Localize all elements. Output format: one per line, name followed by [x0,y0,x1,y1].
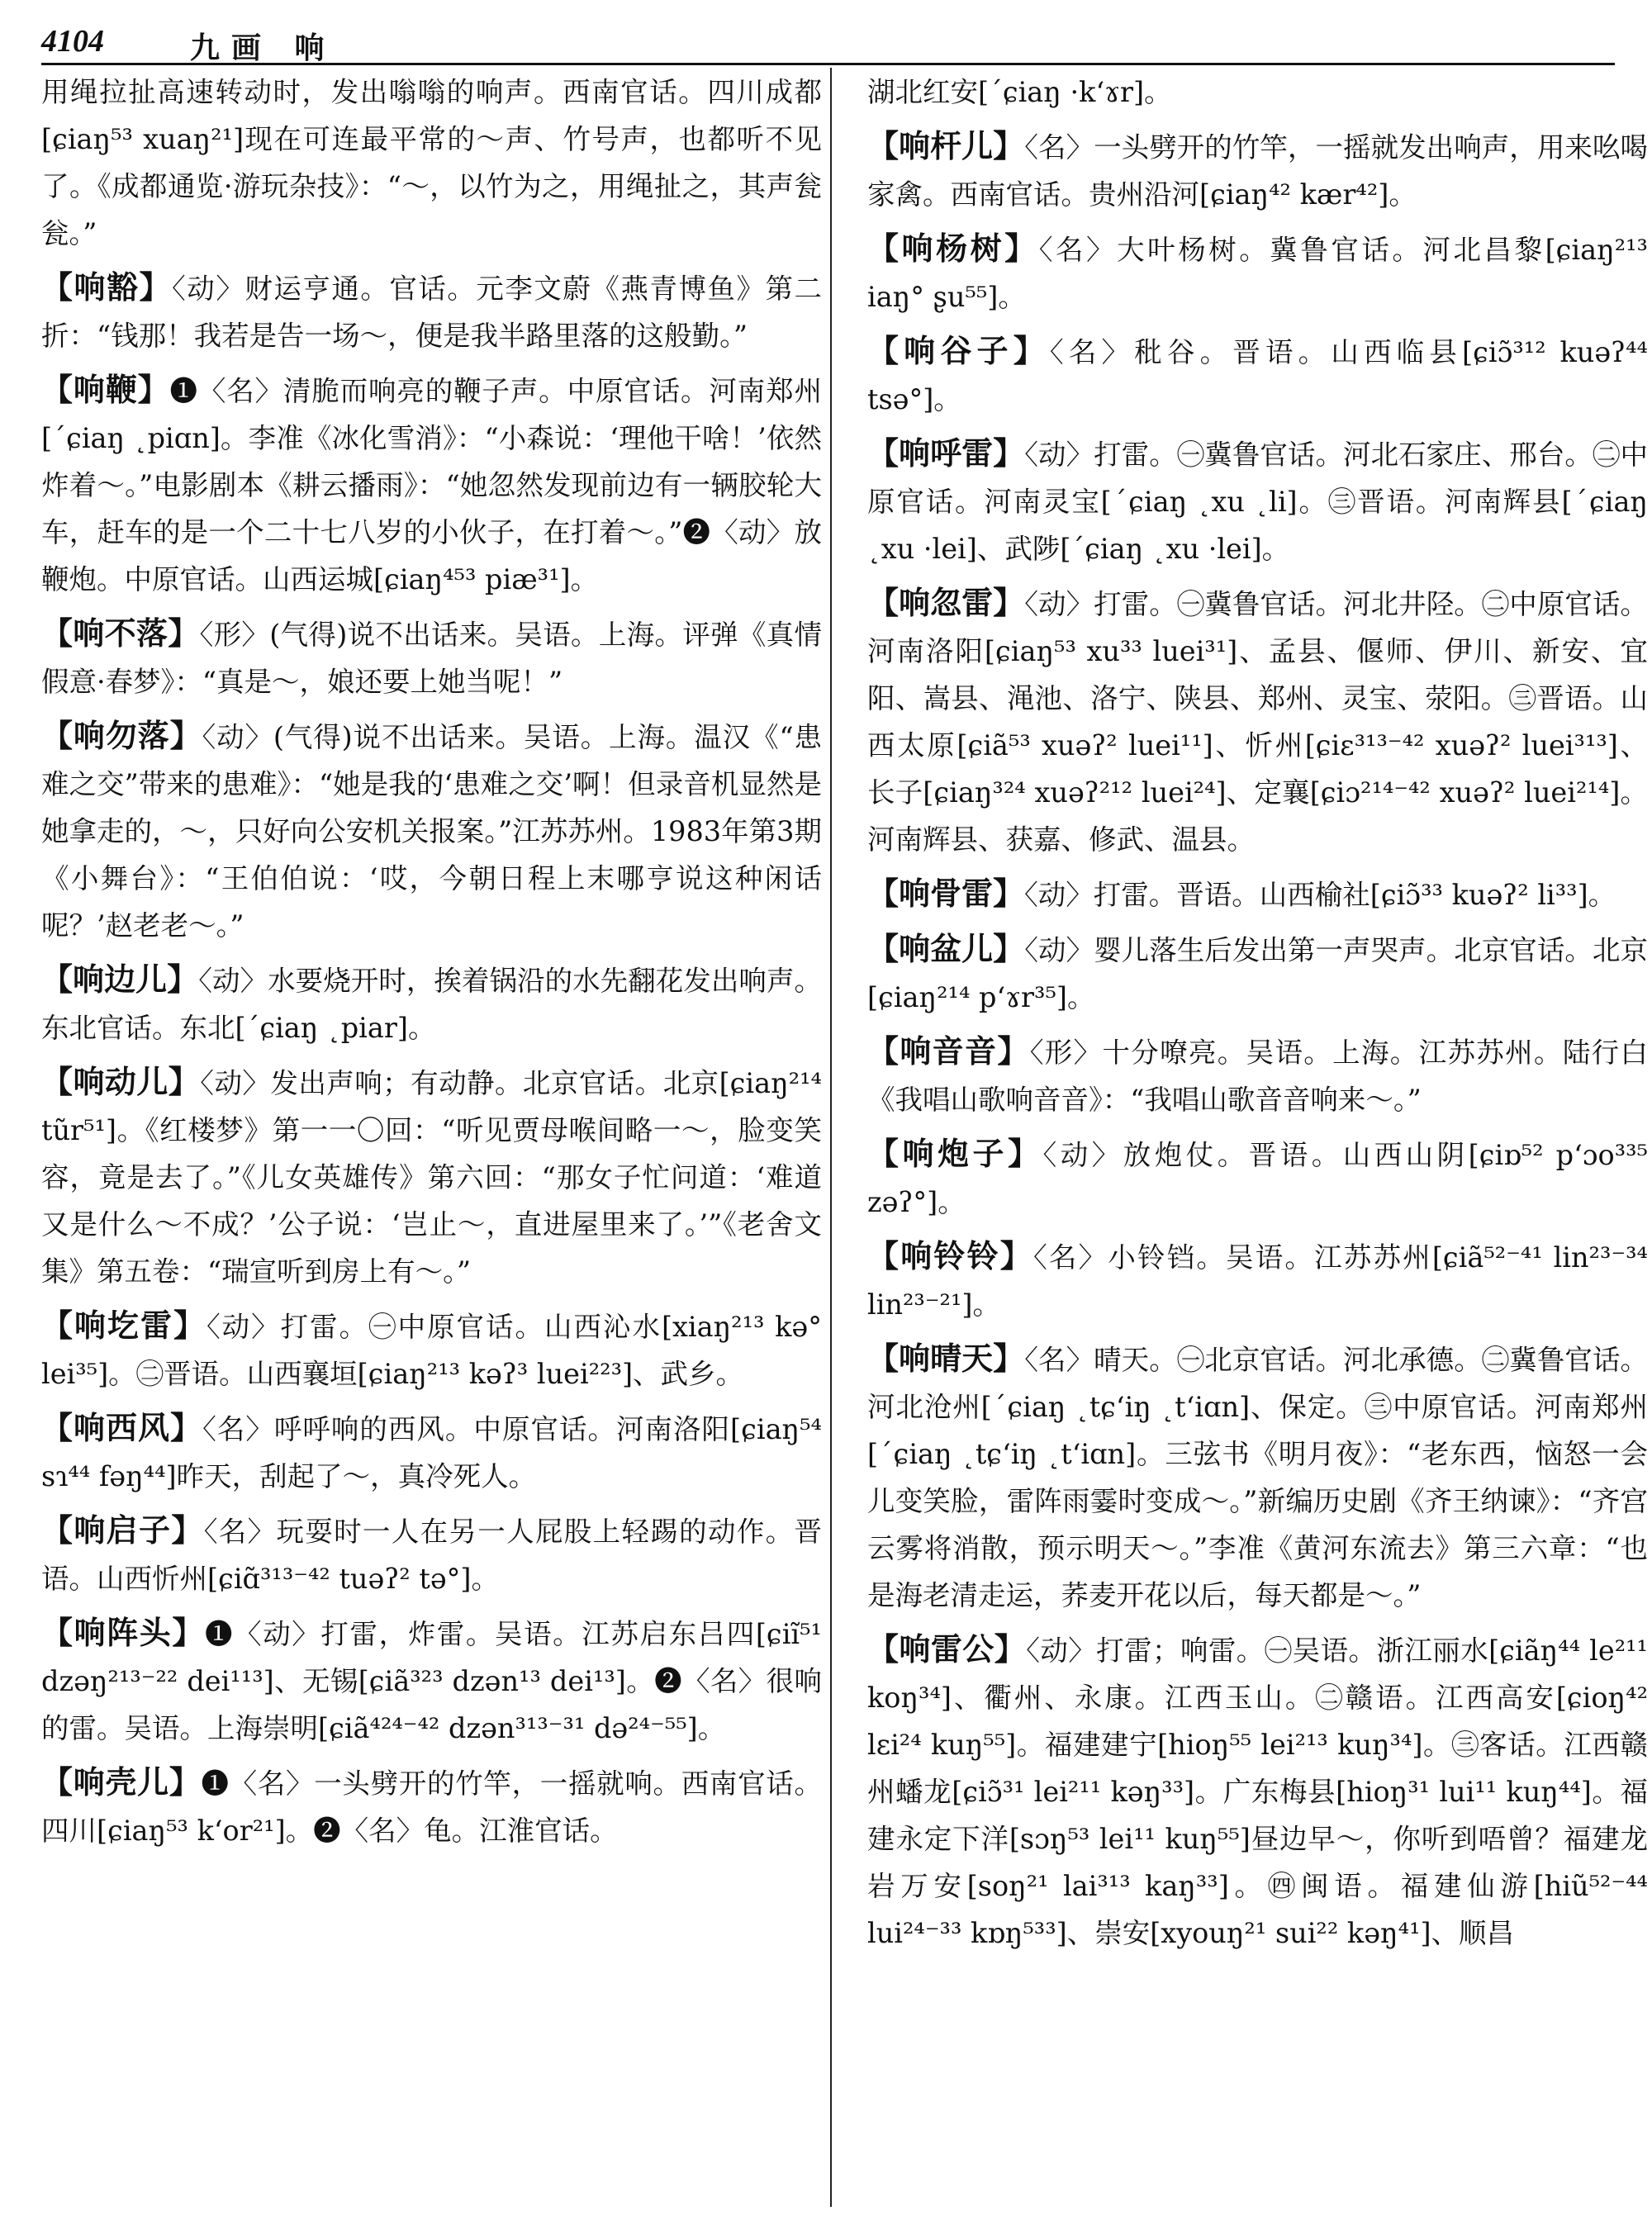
entry-definition: 〈名〉一头劈开的竹竿，一摇就发出响声，用来吆喝家禽。西南官话。贵州沿河[ɕiaŋ⁴² kær⁴²]。 [867,131,1648,211]
dictionary-entry [41,68,822,257]
entry-definition: 〈名〉呼呼响的西风。中原官话。河南洛阳[ɕiaŋ⁵⁴ sɿ⁴⁴ fəŋ⁴⁴]昨天，刮起了～，真冷死人。 [41,1413,822,1492]
entry-definition: 〈形〉十分嘹亮。吴语。上海。江苏苏州。陆行白《我唱山歌响音音》：“我唱山歌音音响来～。” [867,1037,1648,1116]
entry-headword: 【响盆儿】 [867,931,1025,967]
entry-headword: 【响动儿】 [41,1064,201,1100]
left-column [41,68,822,2215]
dictionary-entry [41,1302,822,1397]
entry-headword: 【响不落】 [41,615,200,652]
dictionary-entry [867,225,1648,320]
column-divider [830,68,832,2207]
entry-headword: 【响边儿】 [41,961,199,998]
entry-headword: 【响圪雷】 [41,1307,206,1344]
entry-headword: 【响阵头】 [41,1615,205,1651]
dictionary-entry [41,1059,822,1295]
entry-definition: 〈名〉大叶杨树。冀鲁官话。河北昌黎[ɕiaŋ²¹³ iaŋ° ʂu⁵⁵]。 [867,234,1648,313]
entry-headword: 【响雷公】 [867,1631,1027,1668]
entry-definition: ❶〈名〉清脆而响亮的鞭子声。中原官话。河南郑州[ˊɕiaŋ ˛piɑn]。李准《冰化雪消》：“小森说：‘理他干啥！’依然炸着～。”电影剧本《耕云播雨》：“她忽然发现前边有一辆胶轮大车，赶车的是一个二十七八岁的小伙子，在打着～。”❷〈动〉放鞭炮。中原官话。山西运城[ɕiaŋ⁴⁵³ piæ³¹]。 [41,375,822,595]
entry-definition: 〈动〉打雷。晋语。山西榆社[ɕiɔ̃³³ kuəʔ² li³³]。 [1024,879,1616,911]
entry-definition: 〈动〉打雷。㊀冀鲁官话。河北井陉。㊁中原官话。河南洛阳[ɕiaŋ⁵³ xu³³ luei³¹]、孟县、偃师、伊川、新安、宜阳、嵩县、渑池、洛宁、陕县、郑州、灵宝、荥阳。㊂晋语。山西太原[ɕiã⁵³ xuəʔ² luei¹¹]、忻州[ɕiɛ³¹³⁻⁴² xuəʔ² luei³¹³]、长子[ɕiaŋ³²⁴ xuəʔ²¹² luei²⁴]、定襄[ɕiɔ²¹⁴⁻⁴² xuəʔ² luei²¹⁴]。河南辉县、获嘉、修武、温县。 [867,588,1648,856]
dictionary-entry [41,264,822,359]
dictionary-entry [41,1507,822,1602]
dictionary-entry [41,713,822,949]
entry-headword: 【响鞭】 [41,372,170,408]
dictionary-entry [41,1405,822,1500]
entry-headword: 【响壳儿】 [41,1764,202,1801]
dictionary-entry [41,956,822,1051]
page-number: 4104 [41,24,104,59]
entry-definition: 湖北红安[ˊɕiaŋ ·kʻɤr]。 [867,76,1172,108]
entry-headword: 【响杨树】 [867,230,1039,267]
entry-definition: ❶〈名〉一头劈开的竹竿，一摇就响。西南官话。四川[ɕiaŋ⁵³ kʻor²¹]。❷〈名〉龟。江淮官话。 [41,1767,822,1847]
entry-definition: 〈动〉放炮仗。晋语。山西山阴[ɕiɒ⁵² pʻɔo³³⁵ zəʔ°]。 [867,1139,1648,1218]
entry-definition: 〈动〉财运亨通。官话。元李文蔚《燕青博鱼》第二折：“钱那！我若是告一场～，便是我半路里落的这般勤。” [41,273,822,352]
entry-headword: 【响豁】 [41,269,173,306]
dictionary-entry [867,871,1648,918]
dictionary-entry [867,926,1648,1021]
entry-headword: 【响骨雷】 [867,875,1025,912]
page-header [41,23,1615,65]
dictionary-entry [867,328,1648,423]
entry-headword: 【响炮子】 [867,1136,1043,1172]
dictionary-entry [867,430,1648,572]
dictionary-entry [867,1131,1648,1226]
entry-headword: 【响杆儿】 [867,128,1025,164]
entry-definition: 用绳拉扯高速转动时，发出嗡嗡的响声。西南官话。四川成都[ɕiaŋ⁵³ xuaŋ²¹]现在可连最平常的～声、竹号声，也都听不见了。《成都通览·游玩杂技》：“～，以竹为之，用绳扯之，其声瓮瓮。” [41,76,822,249]
entry-headword: 【响忽雷】 [867,585,1025,621]
entry-definition: 〈形〉(气得)说不出话来。吴语。上海。评弹《真情假意·春梦》：“真是～，娘还要上她当呢！” [41,619,822,698]
entry-definition: 〈动〉(气得)说不出话来。吴语。上海。温汉《“患难之交”带来的患难》：“她是我的‘患难之交’啊！但录音机显然是她拿走的，～，只好向公安机关报案。”江苏苏州。1983年第3期《小舞台》：“王伯伯说：‘哎，今朝日程上末哪亨说这种闲话呢？’赵老老～。” [41,721,822,942]
entry-definition: 〈动〉打雷。㊀中原官话。山西沁水[xiaŋ²¹³ kə° lei³⁵]。㊁晋语。山西襄垣[ɕiaŋ²¹³ kəʔ³ luei²²³]、武乡。 [41,1311,822,1390]
dictionary-entry [867,580,1648,863]
entry-headword: 【响晴天】 [867,1340,1025,1377]
entry-headword: 【响铃铃】 [867,1238,1033,1274]
dictionary-entry [867,1233,1648,1328]
entry-definition: 〈名〉玩耍时一人在另一人屁股上轻踢的动作。晋语。山西忻州[ɕiɑ̃³¹³⁻⁴² tuəʔ² tə°]。 [41,1516,822,1595]
entry-definition: 〈名〉秕谷。晋语。山西临县[ɕiɔ̃³¹² kuəʔ⁴⁴ tsə°]。 [867,336,1648,415]
entry-headword: 【响音音】 [867,1033,1030,1070]
entry-headword: 【响启子】 [41,1512,204,1549]
entry-definition: 〈动〉婴儿落生后发出第一声哭声。北京官话。北京[ɕiaŋ²¹⁴ pʻɤr³⁵]。 [867,934,1648,1013]
dictionary-entry [41,1759,822,1854]
dictionary-entry [41,1610,822,1752]
dictionary-entry [41,610,822,705]
dictionary-entry [867,1028,1648,1123]
entry-definition: 〈动〉水要烧开时，挨着锅沿的水先翻花发出响声。东北官话。东北[ˊɕiaŋ ˛piar]。 [41,965,822,1044]
dictionary-entry [867,1626,1648,1957]
entry-definition: 〈名〉晴天。㊀北京官话。河北承德。㊁冀鲁官话。河北沧州[ˊɕiaŋ ˛tɕʻiŋ ˛tʻiɑn]、保定。㊂中原官话。河南郑州[ˊɕiaŋ ˛tɕʻiŋ ˛tʻiɑn]。三弦书《明月夜》：“老东西，恼怒一会儿变笑脸，雷阵雨霎时变成～。”新编历史剧《齐王纳谏》：“齐宫云雾将消散，预示明天～。”李准《黄河东流去》第三六章：“也是海老清走运，荞麦开花以后，每天都是～。” [867,1344,1648,1611]
entry-definition: 〈动〉发出声响；有动静。北京官话。北京[ɕiaŋ²¹⁴ tũr⁵¹]。《红楼梦》第一一〇回：“听见贾母喉间略一～，脸变笑容，竟是去了。”《儿女英雄传》第六回：“那女子忙问道：‘难道又是什么～不成？’公子说：‘岂止～，直进屋里来了。’”《老舍文集》第五卷：“瑞宣听到房上有～。” [41,1067,822,1288]
dictionary-entry [867,123,1648,218]
entry-definition: ❶〈动〉打雷，炸雷。吴语。江苏启东吕四[ɕiĩ⁵¹ dzəŋ²¹³⁻²² dei¹¹³]、无锡[ɕiã³²³ dzən¹³ dei¹³]。❷〈名〉很响的雷。吴语。上海崇明[ɕiã⁴²⁴⁻⁴² dzən³¹³⁻³¹ də²⁴⁻⁵⁵]。 [41,1618,822,1744]
header-title: 九画 响 [190,31,336,65]
entry-definition: 〈名〉小铃铛。吴语。江苏苏州[ɕiã⁵²⁻⁴¹ lin²³⁻³⁴ lin²³⁻²¹]。 [867,1241,1648,1321]
dictionary-entry [41,367,822,603]
entry-definition: 〈动〉打雷。㊀冀鲁官话。河北石家庄、邢台。㊁中原官话。河南灵宝[ˊɕiaŋ ˛xu ˛li]。㊂晋语。河南辉县[ˊɕiaŋ ˛xu ·lei]、武陟[ˊɕiaŋ ˛xu ·lei]。 [867,439,1648,565]
dictionary-entry [867,1336,1648,1619]
entry-definition: 〈动〉打雷；响雷。㊀吴语。浙江丽水[ɕiãŋ⁴⁴ le²¹¹ koŋ³⁴]、衢州、永康。江西玉山。㊁赣语。江西高安[ɕioŋ⁴² lɛi²⁴ kuŋ⁵⁵]。福建建宁[hioŋ⁵⁵ lei²¹³ kuŋ³⁴]。㊂客话。江西赣州蟠龙[ɕiɔ̃³¹ lei²¹¹ kəŋ³³]。广东梅县[hioŋ³¹ lui¹¹ kuŋ⁴⁴]。福建永定下洋[sɔŋ⁵³ lei¹¹ kuŋ⁵⁵]昼边早～，你听到唔曾？福建龙岩万安[soŋ²¹ lai³¹³ kaŋ³³]。㊃闽语。福建仙游[hiũ⁵²⁻⁴⁴ lui²⁴⁻³³ kɒŋ⁵³³]、崇安[xyouŋ²¹ sui²² kəŋ⁴¹]、顺昌 [867,1635,1648,1949]
entry-headword: 【响西风】 [41,1410,203,1446]
entry-headword: 【响勿落】 [41,718,202,754]
dictionary-entry [867,68,1648,116]
right-column [867,68,1648,2215]
entry-headword: 【响呼雷】 [867,435,1025,472]
entry-headword: 【响谷子】 [867,333,1050,369]
